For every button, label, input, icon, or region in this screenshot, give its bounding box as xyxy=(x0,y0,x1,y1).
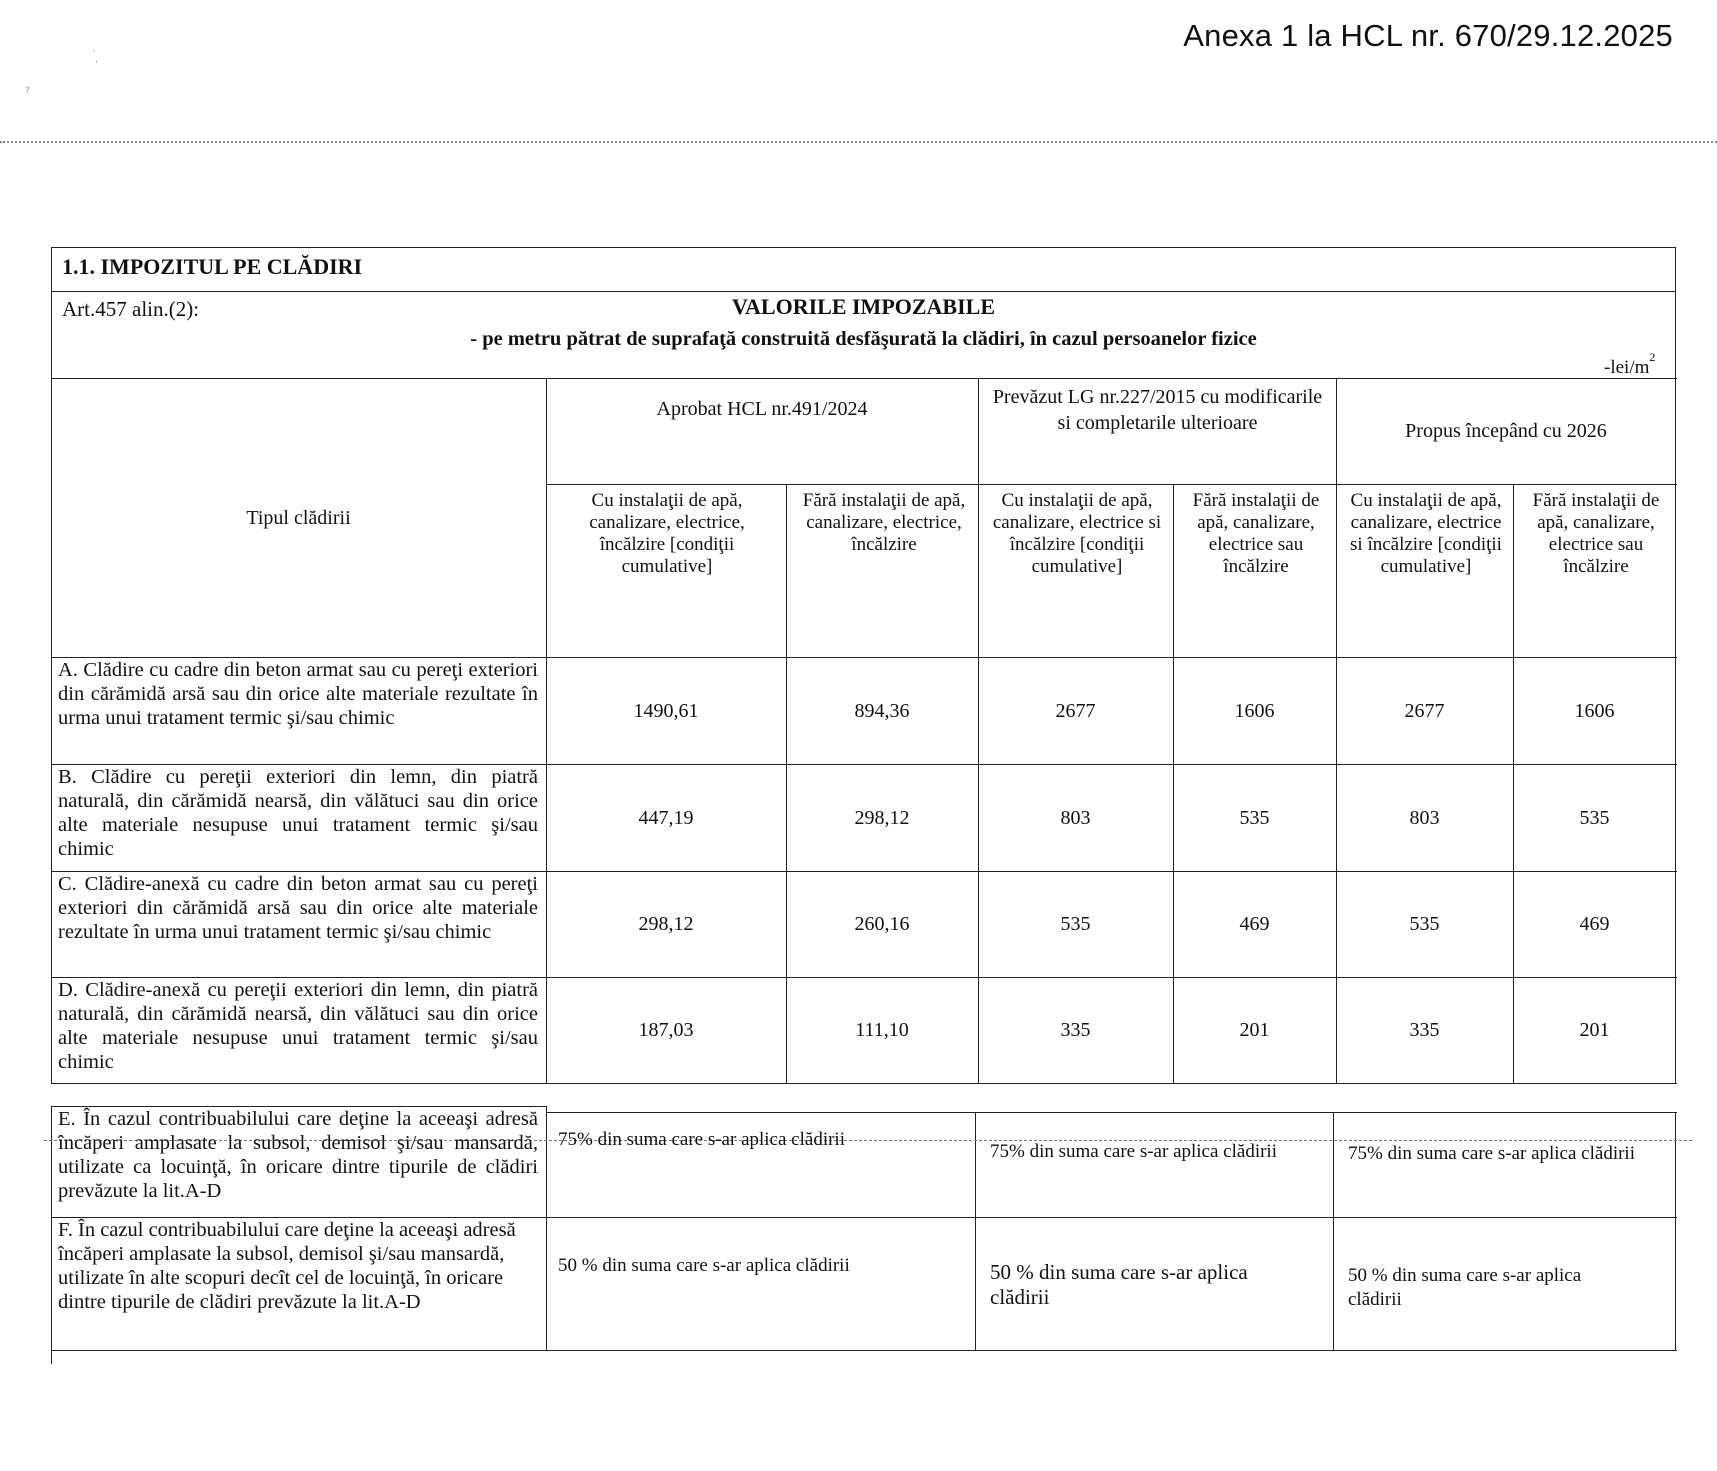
building-type-c: C. Clădire-anexă cu cadre din beton armat sau cu pereţi exteriori din cărămidă arsă sau din orice alte materiale rezultate în urma unui tratament termic şi/sau chimic xyxy=(58,873,538,943)
building-type-d: D. Clădire-anexă cu pereţii exteriori din lemn, din piatră naturală, din cărămidă nearsă, din vălătuci sau din orice alte materiale nesupuse unui tratament termic şi/sau chimic xyxy=(58,979,538,1073)
percentage-cell: 75% din suma care s-ar aplica clădirii xyxy=(1348,1143,1635,1164)
table-border xyxy=(546,484,1677,485)
subheader-with-utilities: Cu instalaţii de apă, canalizare, electrice si încălzire [condiţii cumulative] xyxy=(1350,490,1502,577)
article-reference: Art.457 alin.(2): xyxy=(62,297,200,321)
percentage-cell: 50 % din suma care s-ar aplica clădirii xyxy=(1348,1265,1582,1310)
unit-superscript: 2 xyxy=(1649,350,1656,364)
building-type-a: A. Clădire cu cadre din beton armat sau cu pereţi exteriori din cărămidă arsă sau din orice alte materiale rezultate în urma unui tratament termic şi/sau chimic xyxy=(58,659,538,729)
table-border xyxy=(1675,1112,1676,1350)
unit-text: -lei/m xyxy=(1604,357,1650,378)
value-cell: 469 xyxy=(1239,913,1270,935)
column-header-building-type: Tipul clădirii xyxy=(246,506,351,529)
value-cell: 535 xyxy=(1239,806,1270,829)
value-cell: 535 xyxy=(1060,913,1091,935)
value-cell: 447,19 xyxy=(638,806,694,829)
page-separator xyxy=(0,141,1717,143)
section-title: 1.1. IMPOZITUL PE CLĂDIRI xyxy=(62,254,363,279)
value-cell: 201 xyxy=(1579,1019,1610,1041)
building-type-f: F. În cazul contribuabilului care deţine la aceeaşi adresă încăperi amplasate la subsol, demisol şi/sau mansardă, utilizate în alte scopuri decît cel de locuinţă, în oricare dintre tipurile de clădiri prevăzute la lit.A-D xyxy=(58,1219,516,1313)
value-cell: 298,12 xyxy=(638,913,694,935)
percentage-cell: 75% din suma care s-ar aplica clădirii xyxy=(990,1141,1277,1162)
group-header-law-227-2015: Prevăzut LG nr.227/2015 cu modificarile si completarile ulterioare xyxy=(992,386,1323,434)
subheader-without-utilities: Fără instalaţii de apă, canalizare, electrice sau încălzire xyxy=(1192,490,1320,577)
value-cell: 201 xyxy=(1239,1019,1270,1041)
table-border xyxy=(546,1112,1677,1113)
value-cell: 469 xyxy=(1579,913,1610,935)
table-border xyxy=(51,1083,1677,1084)
building-type-e: E. În cazul contribuabilului care deţine la aceeaşi adresă încăperi amplasate la subsol, demisol şi/sau mansardă, utilizate ca locuinţă, în oricare dintre tipurile de clădiri prevăzute la lit.A-D xyxy=(58,1108,538,1202)
annex-reference: Anexa 1 la HCL nr. 670/29.12.2025 xyxy=(1183,18,1673,53)
table-border xyxy=(51,291,1676,292)
table-border xyxy=(546,1106,547,1350)
value-cell: 803 xyxy=(1060,806,1091,829)
building-type-b: B. Clădire cu pereţii exteriori din lemn, din piatră naturală, din cărămidă nearsă, din vălătuci sau din orice alte materiale nesupuse unui tratament termic şi/sau chimic xyxy=(58,766,538,860)
table-border xyxy=(51,1350,1677,1351)
value-cell: 335 xyxy=(1409,1019,1440,1041)
subheader-without-utilities: Fără instalaţii de apă, canalizare, electrice sau încălzire xyxy=(1532,490,1660,577)
percentage-cell: 75% din suma care s-ar aplica clădirii xyxy=(558,1129,845,1150)
percentage-cell: 50 % din suma care s-ar aplica clădirii xyxy=(990,1260,1248,1309)
value-cell: 335 xyxy=(1060,1019,1091,1041)
group-header-proposed-2026: Propus începând cu 2026 xyxy=(1405,420,1607,442)
table-border xyxy=(51,247,1676,248)
section-heading: VALORILE IMPOZABILE xyxy=(731,294,996,319)
value-cell: 803 xyxy=(1409,806,1440,829)
subheader-without-utilities: Fără instalaţii de apă, canalizare, electrice, încălzire xyxy=(802,490,966,555)
value-cell: 535 xyxy=(1579,806,1610,829)
subheader-with-utilities: Cu instalaţii de apă, canalizare, electrice, încălzire [condiţii cumulative] xyxy=(589,490,745,577)
value-cell: 260,16 xyxy=(854,913,910,935)
percentage-cell: 50 % din suma care s-ar aplica clădirii xyxy=(558,1255,850,1276)
table-border xyxy=(975,1112,976,1350)
group-header-approved-2024: Aprobat HCL nr.491/2024 xyxy=(656,398,868,420)
value-cell: 1490,61 xyxy=(633,699,699,722)
subheader-with-utilities: Cu instalaţii de apă, canalizare, electrice si încălzire [condiţii cumulative] xyxy=(992,490,1162,577)
value-cell: 1606 xyxy=(1574,699,1615,722)
scan-artifact: - xyxy=(92,46,96,56)
value-cell: 535 xyxy=(1409,913,1440,935)
table-border xyxy=(1333,1112,1334,1350)
scan-artifact: ‘ xyxy=(95,60,98,70)
value-cell: 1606 xyxy=(1234,699,1275,722)
value-cell: 111,10 xyxy=(855,1019,909,1041)
value-cell: 298,12 xyxy=(854,806,910,829)
value-cell: 2677 xyxy=(1404,699,1445,722)
value-cell: 894,36 xyxy=(854,699,910,722)
scan-artifact: ? xyxy=(25,86,30,96)
section-subheading: - pe metru pătrat de suprafaţă construită desfăşurată la clădiri, în cazul persoanelor fizice xyxy=(470,328,1257,350)
value-cell: 2677 xyxy=(1055,699,1096,722)
value-cell: 187,03 xyxy=(638,1019,694,1041)
unit-label xyxy=(1604,350,1656,379)
